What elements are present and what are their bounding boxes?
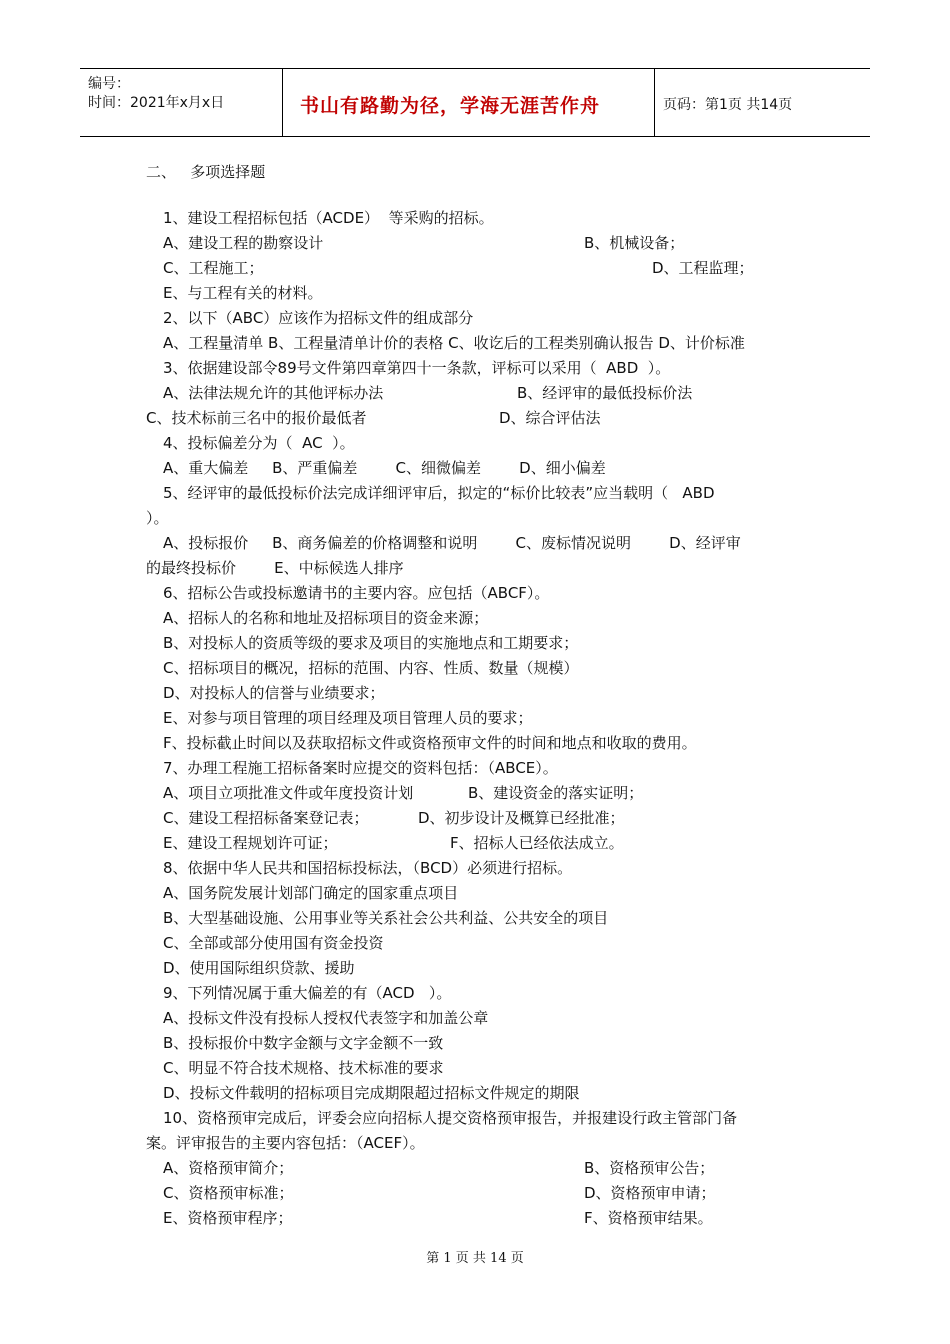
- question-stem: 8、依据中华人民共和国招标投标法，（BCD）必须进行招标。: [163, 859, 573, 877]
- option: D、对投标人的信誉与业绩要求；: [163, 684, 385, 702]
- header-motto: 书山有路勤为径，学海无涯苦作舟: [300, 95, 601, 117]
- question-stem: 2、以下（ABC）应该作为招标文件的组成部分: [163, 309, 474, 327]
- option: E、资格预审程序；: [163, 1209, 293, 1227]
- option: C、建设工程招标备案登记表；: [163, 809, 369, 827]
- page-footer: 第 1 页 共 14 页: [426, 1251, 524, 1266]
- doc-date: 时间：2021年x月x日: [88, 95, 225, 111]
- option: B、经评审的最低投标价法: [517, 384, 693, 402]
- option: A、国务院发展计划部门确定的国家重点项目: [163, 884, 459, 902]
- option: C、工程施工；: [163, 259, 264, 277]
- option: F、投标截止时间以及获取招标文件或资格预审文件的时间和地点和收取的费用。: [163, 734, 697, 752]
- question-stem: 1、建设工程招标包括（ACDE） 等采购的招标。: [163, 209, 494, 227]
- question-stem: 3、依据建设部令89号文件第四章第四十一条款，评标可以采用（ ABD ）。: [163, 359, 671, 377]
- option: D、初步设计及概算已经批准；: [418, 809, 625, 827]
- option: B、对投标人的资质等级的要求及项目的实施地点和工期要求；: [163, 634, 579, 652]
- option: 的最终投标价 E、中标候选人排序: [146, 559, 404, 577]
- option: A、重大偏差 B、严重偏差 C、细微偏差 D、细小偏差: [163, 459, 606, 477]
- option: C、全部或部分使用国有资金投资: [163, 934, 384, 952]
- question-stem: 10、资格预审完成后，评委会应向招标人提交资格预审报告，并报建设行政主管部门备: [163, 1109, 738, 1127]
- question-stem: 9、下列情况属于重大偏差的有（ACD ）。: [163, 984, 452, 1002]
- option: A、建设工程的勘察设计: [163, 234, 324, 252]
- option: D、综合评估法: [499, 409, 601, 427]
- option: C、明显不符合技术规格、技术标准的要求: [163, 1059, 444, 1077]
- doc-number-label: 编号：: [88, 76, 130, 92]
- option: C、技术标前三名中的报价最低者: [146, 409, 367, 427]
- option: B、机械设备；: [584, 234, 685, 252]
- question-stem: 7、办理工程施工招标备案时应提交的资料包括：（ABCE）。: [163, 759, 558, 777]
- option: D、投标文件载明的招标项目完成期限超过招标文件规定的期限: [163, 1084, 580, 1102]
- option: C、资格预审标准；: [163, 1184, 294, 1202]
- question-stem: 4、投标偏差分为（ AC ）。: [163, 434, 355, 452]
- option: A、投标文件没有投标人授权代表签字和加盖公章: [163, 1009, 489, 1027]
- option: B、大型基础设施、公用事业等关系社会公共利益、公共安全的项目: [163, 909, 609, 927]
- option: D、工程监理；: [652, 259, 754, 277]
- option: B、建设资金的落实证明；: [468, 784, 644, 802]
- question-stem: 6、招标公告或投标邀请书的主要内容。应包括（ABCF）。: [163, 584, 550, 602]
- option: D、使用国际组织贷款、援助: [163, 959, 355, 977]
- question-stem-cont: 案。评审报告的主要内容包括：（ACEF）。: [146, 1134, 425, 1152]
- option: B、投标报价中数字金额与文字金额不一致: [163, 1034, 444, 1052]
- option: A、资格预审简介；: [163, 1159, 294, 1177]
- option: F、招标人已经依法成立。: [450, 834, 624, 852]
- option: A、工程量清单 B、工程量清单计价的表格 C、收讫后的工程类别确认报告 D、计价标准: [163, 334, 745, 352]
- question-stem-cont: ）。: [146, 509, 169, 527]
- section-title: 二、 多项选择题: [146, 163, 266, 181]
- option: D、资格预审申请；: [584, 1184, 716, 1202]
- option: F、资格预审结果。: [584, 1209, 713, 1227]
- option: C、招标项目的概况，招标的范围、内容、性质、数量（规模）: [163, 659, 579, 677]
- option: A、投标报价 B、商务偏差的价格调整和说明 C、废标情况说明 D、经评审: [163, 534, 741, 552]
- option: A、招标人的名称和地址及招标项目的资金来源；: [163, 609, 489, 627]
- option: E、与工程有关的材料。: [163, 284, 323, 302]
- option: E、建设工程规划许可证；: [163, 834, 338, 852]
- option: A、项目立项批准文件或年度投资计划: [163, 784, 414, 802]
- question-stem: 5、经评审的最低投标价法完成详细评审后，拟定的“标价比较表”应当载明（ ABD: [163, 484, 715, 502]
- option: B、资格预审公告；: [584, 1159, 715, 1177]
- header-page-info: 页码：第1页 共14页: [663, 97, 793, 113]
- option: A、法律法规允许的其他评标办法: [163, 384, 384, 402]
- option: E、对参与项目管理的项目经理及项目管理人员的要求；: [163, 709, 533, 727]
